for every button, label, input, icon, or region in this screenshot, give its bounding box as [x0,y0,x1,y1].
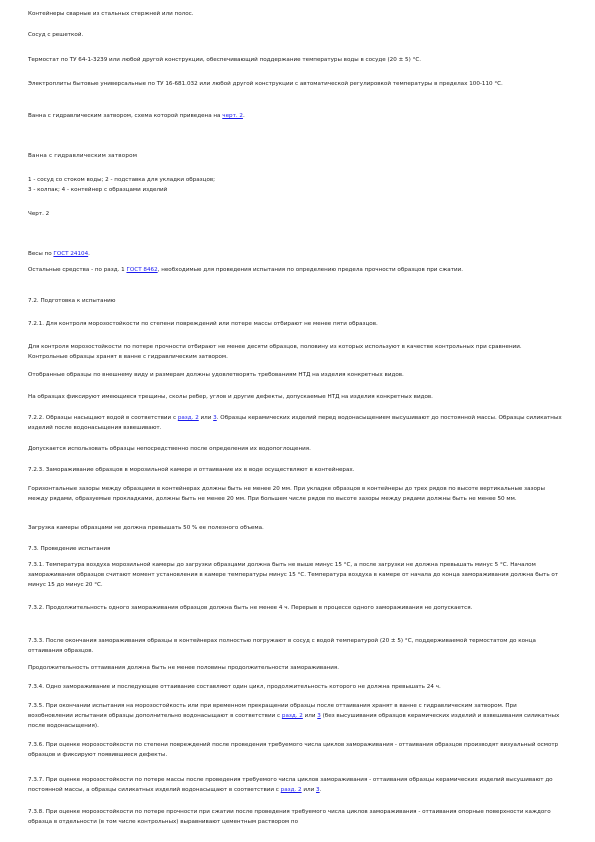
figure-title: Ванна с гидравлическим затвором [28,153,138,159]
paragraph-defects: На образцах фиксируют имеющиеся трещины, сколы ребер, углов и другие дефекты, допускаемые НТД на изделия конкретных видов. [28,394,433,400]
paragraph-other-means: Остальные средства - по разд. 1 ГОСТ 8462, необходимые для проведения испытания по определению предела прочности образцов при сжатии. [28,267,464,273]
section-7-2-2: 7.2.2. Образцы насыщают водой в соответствии с разд. 2 или 3. Образцы керамических изделий перед водонасыщением высушивают до постоянной массы. Образцы силикатных изделий после водонасыщения взвешивают. [28,415,562,431]
section-7-3-1: 7.3.1. Температура воздуха морозильной камеры до загрузки образцами должна быть не выше минус 15 °С, а после загрузки не должна превышать минус 5 °С. Началом замораживания образцов считают момент установления в камере температуры минус 15 °С. Температура воздуха в камере от начала до конца замораживания должна быть от минус 15 до минус 20 °С. [28,562,559,588]
figure-legend-line-1: 1 - сосуд со стоком воды; 2 - подставка для укладки образцов; [28,177,216,183]
section-7-3-3: 7.3.3. После окончания замораживания образцы в контейнерах полностью погружают в сосуд с водой температурой (20 ± 5) °С, поддерживаемой термостатом до конца оттаивания образцов. [28,638,536,654]
section-7-3-6: 7.3.6. При оценке морозостойкости по степени повреждений после проведения требуемого числа циклов замораживания - оттаивания образцов производят визуальный осмотр образцов и фиксируют появившиеся дефекты. [28,742,559,758]
section-3-link[interactable]: 3 [317,712,321,719]
paragraph-selected-samples: Отобранные образцы по внешнему виду и размерам должны удовлетворять требованиям НТД на изделия конкретных видов. [28,372,404,378]
paragraph-allowed: Допускается использовать образцы непосредственно после определения их водопоглощения. [28,446,311,452]
section-3-link[interactable]: 3 [213,415,217,421]
figure-2-link[interactable]: черт. 2 [222,113,243,119]
figure-legend-line-2: 3 - колпак; 4 - контейнер с образцами изделий [28,187,168,193]
section-7-3-8: 7.3.8. При оценке морозостойкости по потере прочности при сжатии после проведения требуемого числа циклов замораживания - оттаивания опорные поверхности каждого образца в отдельности (в том числе контрольных) выравнивают цементным раствором по [28,809,551,825]
paragraph-control-samples: Для контроля морозостойкости по потере прочности отбирают не менее десяти образцов, половину из которых используют в качестве контрольных при сравнении. Контрольные образцы хранят в ванне с гидравлическим затвором. [28,344,522,360]
section-2-link[interactable]: разд. 2 [177,415,199,421]
section-3-link[interactable]: 3 [316,786,320,793]
paragraph-gaps: Горизонтальные зазоры между образцами в контейнерах должны быть не менее 20 мм. При укладке образцов в контейнеры до трех рядов по высоте вертикальные зазоры между рядами, образуемые прокладками, должны быть не менее 20 мм. При большем числе рядов по высоте зазоры между рядами должны быть не менее 50 мм. [28,486,545,502]
figure-number: Черт. 2 [28,211,50,217]
paragraph-scales: Весы по ГОСТ 24104. [28,251,90,257]
section-7-3-heading: 7.3. Проведение испытания [28,546,111,552]
paragraph-load: Загрузка камеры образцами не должна превышать 50 % ее полезного объема. [28,525,264,531]
section-7-3-2: 7.3.2. Продолжительность одного замораживания образцов должна быть не менее 4 ч. Перерыв в процессе одного замораживания не допускается. [28,605,473,611]
section-7-3-4: 7.3.4. Одно замораживание и последующее оттаивание составляют один цикл, продолжительность которого не должна превышать 24 ч. [28,684,441,690]
section-7-3-5: 7.3.5. При окончании испытания на морозостойкость или при временном прекращении образцы после оттаивания хранят в ванне с гидравлическим затвором. При возобновлении испытания образцы дополнительно водонасыщают в соответствии с разд. 2 или 3 (без высушивания образцов керамических изделий и взвешивания силикатных после водонасыщения). [28,703,560,729]
gost-8462-link[interactable]: ГОСТ 8462 [126,267,158,273]
section-2-link[interactable]: разд. 2 [280,786,302,793]
section-7-2-3: 7.2.3. Замораживание образцов в морозильной камере и оттаивание их в воде осуществляют в контейнерах. [28,467,355,473]
section-2-link[interactable]: разд. 2 [281,712,303,719]
gost-24104-link[interactable]: ГОСТ 24104 [53,251,89,257]
paragraph-electric-stove: Электроплиты бытовые универсальные по ТУ 16-681.032 или любой другой конструкции с автоматической регулировкой температуры в пределах 100-110 °С. [28,81,503,87]
paragraph-thaw-duration: Продолжительность оттаивания должна быть не менее половины продолжительности замораживания. [28,665,340,671]
paragraph-containers: Контейнеры сварные из стальных стержней или полос. [28,11,194,17]
section-7-3-7: 7.3.7. При оценке морозостойкости по потере массы после проведения требуемого числа циклов замораживания - оттаивания образцы керамических изделий высушивают до постоянной массы, а образцы силикатных изделий водонасыщают в соответствии с разд. 2 или 3. [28,777,553,793]
section-7-2-1: 7.2.1. Для контроля морозостойкости по степени повреждений или потере массы отбирают не менее пяти образцов. [28,321,378,327]
paragraph-bath-reference: Ванна с гидравлическим затвором, схема которой приведена на черт. 2. [28,113,245,119]
section-7-2-heading: 7.2. Подготовка к испытанию [28,298,116,304]
paragraph-thermostat: Термостат по ТУ 64-1-3239 или любой другой конструкции, обеспечивающий поддержание температуры воды в сосуде (20 ± 5) °С. [28,57,422,63]
paragraph-vessel: Сосуд с решеткой. [28,32,84,38]
